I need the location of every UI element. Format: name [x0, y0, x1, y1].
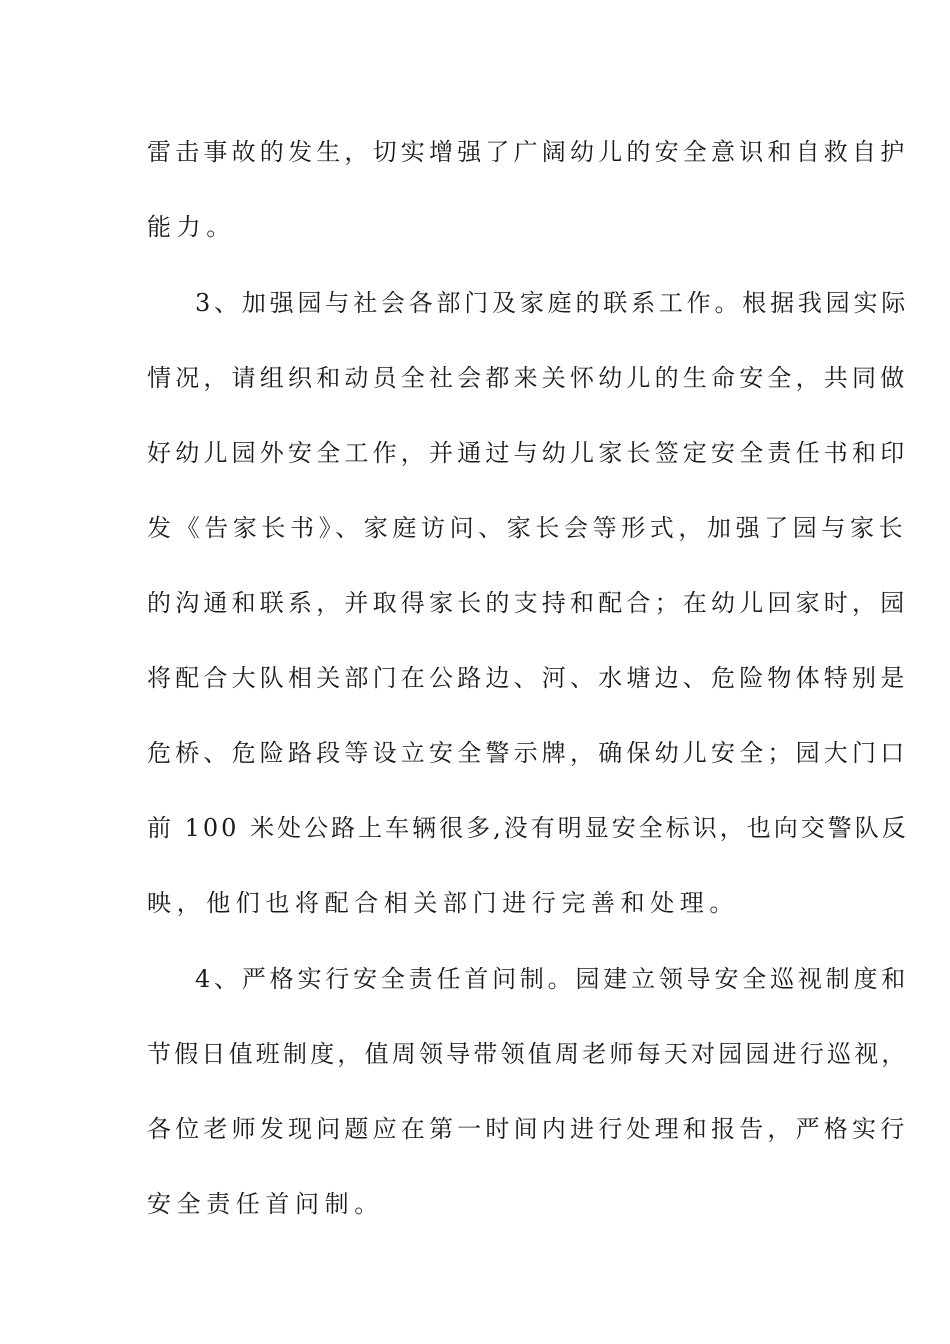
text-line: 映，他们也将配合相关部门进行完善和处理。 — [147, 889, 739, 917]
text-line: 安全责任首问制。 — [147, 1190, 384, 1218]
text-line: 各位老师发现问题应在第一时间内进行处理和报告，严格实行 — [147, 1115, 909, 1143]
text-line: 的沟通和联系，并取得家长的支持和配合；在幼儿回家时，园 — [147, 589, 909, 617]
text-line: 情况，请组织和动员全社会都来关怀幼儿的生命安全，共同做 — [147, 364, 909, 392]
text-line: 能力。 — [147, 213, 236, 241]
text-line: 将配合大队相关部门在公路边、河、水塘边、危险物体特别是 — [147, 664, 909, 692]
text-line: 好幼儿园外安全工作，并通过与幼儿家长签定安全责任书和印 — [147, 439, 909, 467]
text-line: 前 100 米处公路上车辆很多,没有明显安全标识，也向交警队反 — [147, 814, 909, 842]
paragraph-3-start: 3、加强园与社会各部门及家庭的联系工作。根据我园实际 — [195, 289, 910, 317]
text-line: 发《告家长书》、家庭访问、家长会等形式，加强了园与家长 — [147, 514, 908, 542]
text-line: 雷击事故的发生，切实增强了广阔幼儿的安全意识和自救自护 — [147, 138, 909, 166]
text-line: 节假日值班制度，值周领导带领值周老师每天对园园进行巡视， — [147, 1040, 909, 1068]
paragraph-4-start: 4、严格实行安全责任首问制。园建立领导安全巡视制度和 — [195, 965, 910, 993]
text-line: 危桥、危险路段等设立安全警示牌，确保幼儿安全；园大门口 — [147, 739, 909, 767]
